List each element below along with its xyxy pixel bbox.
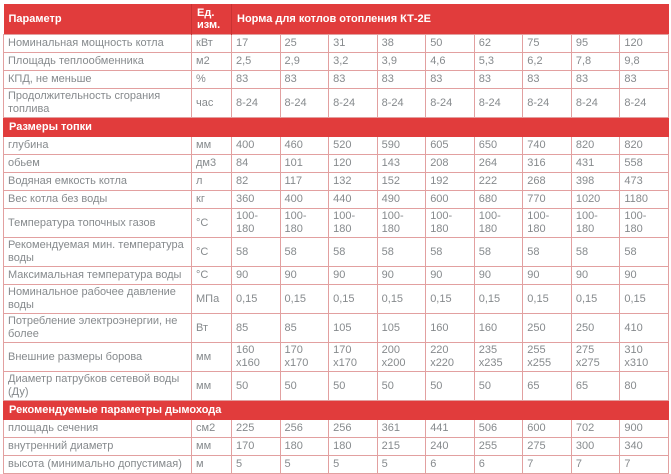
- value-cell: 820: [571, 137, 620, 155]
- value-cell: 250: [571, 314, 620, 343]
- value-cell: 275 x275: [571, 343, 620, 372]
- value-cell: 58: [571, 238, 620, 267]
- param-cell: глубина: [4, 137, 192, 155]
- param-cell: Диаметр патрубков сетевой воды (Ду): [4, 372, 192, 401]
- unit-cell: °С: [192, 238, 232, 267]
- header-unit: Ед. изм.: [192, 4, 232, 35]
- section-row: [4, 401, 669, 420]
- value-cell: 170: [232, 438, 281, 456]
- value-cell: 58: [280, 238, 329, 267]
- value-cell: 50: [232, 372, 281, 401]
- unit-cell: кВт: [192, 35, 232, 53]
- value-cell: 275: [523, 438, 572, 456]
- value-cell: 100-180: [280, 209, 329, 238]
- unit-cell: мм: [192, 137, 232, 155]
- table-row: [4, 314, 669, 343]
- value-cell: 152: [377, 173, 426, 191]
- value-cell: 8-24: [620, 89, 669, 118]
- value-cell: 100-180: [426, 209, 475, 238]
- value-cell: 180: [280, 438, 329, 456]
- value-cell: 132: [329, 173, 378, 191]
- value-cell: 65: [571, 372, 620, 401]
- value-cell: 520: [329, 137, 378, 155]
- param-cell: Продолжительность сгорания топлива: [4, 89, 192, 118]
- value-cell: 235 x235: [474, 343, 523, 372]
- value-cell: 7: [571, 456, 620, 474]
- param-cell: Номинальное рабочее давление воды: [4, 285, 192, 314]
- value-cell: 85: [232, 314, 281, 343]
- value-cell: 101: [280, 155, 329, 173]
- value-cell: 83: [280, 71, 329, 89]
- param-cell: Рекомендуемая мин. температура воды: [4, 238, 192, 267]
- value-cell: 8-24: [232, 89, 281, 118]
- value-cell: 2,9: [280, 53, 329, 71]
- value-cell: 440: [329, 191, 378, 209]
- header-norm: Норма для котлов отопления КТ-2Е: [232, 4, 669, 35]
- value-cell: 650: [474, 137, 523, 155]
- value-cell: 50: [474, 372, 523, 401]
- value-cell: 200 x200: [377, 343, 426, 372]
- table-row: [4, 53, 669, 71]
- value-cell: 2,5: [232, 53, 281, 71]
- value-cell: 83: [329, 71, 378, 89]
- value-cell: 50: [377, 372, 426, 401]
- value-cell: 80: [620, 372, 669, 401]
- value-cell: 62: [474, 35, 523, 53]
- param-cell: площадь сечения: [4, 420, 192, 438]
- value-cell: 0,15: [571, 285, 620, 314]
- value-cell: 58: [523, 238, 572, 267]
- unit-cell: дм3: [192, 155, 232, 173]
- value-cell: 50: [426, 35, 475, 53]
- value-cell: 84: [232, 155, 281, 173]
- table-row: [4, 137, 669, 155]
- value-cell: 3,2: [329, 53, 378, 71]
- value-cell: 117: [280, 173, 329, 191]
- value-cell: 300: [571, 438, 620, 456]
- value-cell: 225: [232, 420, 281, 438]
- value-cell: 240: [426, 438, 475, 456]
- value-cell: 160: [474, 314, 523, 343]
- value-cell: 83: [571, 71, 620, 89]
- value-cell: 360: [232, 191, 281, 209]
- value-cell: 0,15: [377, 285, 426, 314]
- value-cell: 100-180: [620, 209, 669, 238]
- value-cell: 100-180: [523, 209, 572, 238]
- table-row: [4, 209, 669, 238]
- value-cell: 1020: [571, 191, 620, 209]
- value-cell: 820: [620, 137, 669, 155]
- table-row: [4, 372, 669, 401]
- table-row: [4, 191, 669, 209]
- param-cell: Площадь теплообменника: [4, 53, 192, 71]
- boiler-specs-table: [3, 4, 669, 474]
- value-cell: 90: [329, 267, 378, 285]
- value-cell: 600: [523, 420, 572, 438]
- value-cell: 256: [329, 420, 378, 438]
- table-row: [4, 343, 669, 372]
- value-cell: 160 x160: [232, 343, 281, 372]
- value-cell: 8-24: [474, 89, 523, 118]
- table-row: [4, 35, 669, 53]
- value-cell: 400: [280, 191, 329, 209]
- value-cell: 58: [474, 238, 523, 267]
- section-title: Размеры топки: [4, 118, 669, 137]
- value-cell: 6,2: [523, 53, 572, 71]
- value-cell: 215: [377, 438, 426, 456]
- unit-cell: час: [192, 89, 232, 118]
- value-cell: 7: [620, 456, 669, 474]
- value-cell: 100-180: [474, 209, 523, 238]
- value-cell: 50: [426, 372, 475, 401]
- value-cell: 340: [620, 438, 669, 456]
- value-cell: 220 x220: [426, 343, 475, 372]
- value-cell: 85: [280, 314, 329, 343]
- value-cell: 1180: [620, 191, 669, 209]
- value-cell: 58: [620, 238, 669, 267]
- value-cell: 100-180: [571, 209, 620, 238]
- value-cell: 310 x310: [620, 343, 669, 372]
- value-cell: 58: [377, 238, 426, 267]
- value-cell: 222: [474, 173, 523, 191]
- value-cell: 5,3: [474, 53, 523, 71]
- param-cell: Водяная емкость котла: [4, 173, 192, 191]
- unit-cell: °С: [192, 267, 232, 285]
- value-cell: 25: [280, 35, 329, 53]
- value-cell: 398: [571, 173, 620, 191]
- value-cell: 264: [474, 155, 523, 173]
- value-cell: 105: [329, 314, 378, 343]
- value-cell: 0,15: [280, 285, 329, 314]
- value-cell: 605: [426, 137, 475, 155]
- value-cell: 143: [377, 155, 426, 173]
- param-cell: обьем: [4, 155, 192, 173]
- value-cell: 50: [280, 372, 329, 401]
- value-cell: 58: [329, 238, 378, 267]
- value-cell: 316: [523, 155, 572, 173]
- value-cell: 8-24: [523, 89, 572, 118]
- value-cell: 90: [280, 267, 329, 285]
- value-cell: 50: [329, 372, 378, 401]
- value-cell: 105: [377, 314, 426, 343]
- table-row: [4, 456, 669, 474]
- table-row: [4, 71, 669, 89]
- value-cell: 0,15: [426, 285, 475, 314]
- value-cell: 5: [280, 456, 329, 474]
- value-cell: 83: [232, 71, 281, 89]
- value-cell: 8-24: [426, 89, 475, 118]
- param-cell: КПД, не меньше: [4, 71, 192, 89]
- value-cell: 680: [474, 191, 523, 209]
- unit-cell: см2: [192, 420, 232, 438]
- value-cell: 83: [474, 71, 523, 89]
- value-cell: 460: [280, 137, 329, 155]
- value-cell: 250: [523, 314, 572, 343]
- value-cell: 83: [620, 71, 669, 89]
- value-cell: 90: [571, 267, 620, 285]
- param-cell: Максимальная температура воды: [4, 267, 192, 285]
- value-cell: 83: [523, 71, 572, 89]
- table-row: [4, 420, 669, 438]
- value-cell: 4,6: [426, 53, 475, 71]
- value-cell: 255: [474, 438, 523, 456]
- table-body: [4, 35, 669, 474]
- value-cell: 100-180: [329, 209, 378, 238]
- unit-cell: мм: [192, 343, 232, 372]
- value-cell: 431: [571, 155, 620, 173]
- value-cell: 5: [232, 456, 281, 474]
- value-cell: 9,8: [620, 53, 669, 71]
- value-cell: 58: [232, 238, 281, 267]
- value-cell: 268: [523, 173, 572, 191]
- unit-cell: кг: [192, 191, 232, 209]
- unit-cell: %: [192, 71, 232, 89]
- value-cell: 702: [571, 420, 620, 438]
- param-cell: Потребление электроэнергии, не более: [4, 314, 192, 343]
- header-row: [4, 4, 669, 35]
- value-cell: 8-24: [280, 89, 329, 118]
- value-cell: 38: [377, 35, 426, 53]
- table-row: [4, 438, 669, 456]
- table-row: [4, 89, 669, 118]
- unit-cell: л: [192, 173, 232, 191]
- value-cell: 170 x170: [280, 343, 329, 372]
- value-cell: 0,15: [620, 285, 669, 314]
- value-cell: 361: [377, 420, 426, 438]
- value-cell: 5: [329, 456, 378, 474]
- value-cell: 770: [523, 191, 572, 209]
- value-cell: 90: [426, 267, 475, 285]
- value-cell: 83: [377, 71, 426, 89]
- value-cell: 8-24: [377, 89, 426, 118]
- table-row: [4, 267, 669, 285]
- value-cell: 75: [523, 35, 572, 53]
- value-cell: 600: [426, 191, 475, 209]
- section-row: [4, 118, 669, 137]
- table-row: [4, 173, 669, 191]
- value-cell: 473: [620, 173, 669, 191]
- value-cell: 8-24: [571, 89, 620, 118]
- param-cell: Номинальная мощность котла: [4, 35, 192, 53]
- value-cell: 90: [523, 267, 572, 285]
- unit-cell: Вт: [192, 314, 232, 343]
- value-cell: 120: [620, 35, 669, 53]
- param-cell: высота (минимально допустимая): [4, 456, 192, 474]
- value-cell: 180: [329, 438, 378, 456]
- value-cell: 558: [620, 155, 669, 173]
- value-cell: 208: [426, 155, 475, 173]
- value-cell: 120: [329, 155, 378, 173]
- value-cell: 7: [523, 456, 572, 474]
- unit-cell: мм: [192, 372, 232, 401]
- value-cell: 0,15: [232, 285, 281, 314]
- header-param: Параметр: [4, 4, 192, 35]
- value-cell: 83: [426, 71, 475, 89]
- param-cell: внутренний диаметр: [4, 438, 192, 456]
- unit-cell: МПа: [192, 285, 232, 314]
- unit-cell: м2: [192, 53, 232, 71]
- value-cell: 506: [474, 420, 523, 438]
- value-cell: 490: [377, 191, 426, 209]
- param-cell: Температура топочных газов: [4, 209, 192, 238]
- value-cell: 17: [232, 35, 281, 53]
- value-cell: 6: [426, 456, 475, 474]
- value-cell: 590: [377, 137, 426, 155]
- value-cell: 8-24: [329, 89, 378, 118]
- value-cell: 900: [620, 420, 669, 438]
- value-cell: 100-180: [377, 209, 426, 238]
- value-cell: 410: [620, 314, 669, 343]
- table-row: [4, 155, 669, 173]
- param-cell: Внешние размеры борова: [4, 343, 192, 372]
- value-cell: 90: [620, 267, 669, 285]
- value-cell: 0,15: [474, 285, 523, 314]
- value-cell: 58: [426, 238, 475, 267]
- value-cell: 65: [523, 372, 572, 401]
- param-cell: Вес котла без воды: [4, 191, 192, 209]
- value-cell: 90: [377, 267, 426, 285]
- value-cell: 740: [523, 137, 572, 155]
- value-cell: 95: [571, 35, 620, 53]
- unit-cell: м: [192, 456, 232, 474]
- value-cell: 256: [280, 420, 329, 438]
- value-cell: 170 x170: [329, 343, 378, 372]
- value-cell: 31: [329, 35, 378, 53]
- value-cell: 0,15: [523, 285, 572, 314]
- section-title: Рекомендуемые параметры дымохода: [4, 401, 669, 420]
- unit-cell: мм: [192, 438, 232, 456]
- page: [0, 4, 671, 470]
- unit-cell: °С: [192, 209, 232, 238]
- value-cell: 7,8: [571, 53, 620, 71]
- value-cell: 90: [474, 267, 523, 285]
- value-cell: 441: [426, 420, 475, 438]
- value-cell: 90: [232, 267, 281, 285]
- value-cell: 82: [232, 173, 281, 191]
- value-cell: 3,9: [377, 53, 426, 71]
- value-cell: 400: [232, 137, 281, 155]
- value-cell: 192: [426, 173, 475, 191]
- value-cell: 6: [474, 456, 523, 474]
- value-cell: 5: [377, 456, 426, 474]
- value-cell: 160: [426, 314, 475, 343]
- value-cell: 255 x255: [523, 343, 572, 372]
- value-cell: 100-180: [232, 209, 281, 238]
- value-cell: 0,15: [329, 285, 378, 314]
- table-row: [4, 238, 669, 267]
- table-row: [4, 285, 669, 314]
